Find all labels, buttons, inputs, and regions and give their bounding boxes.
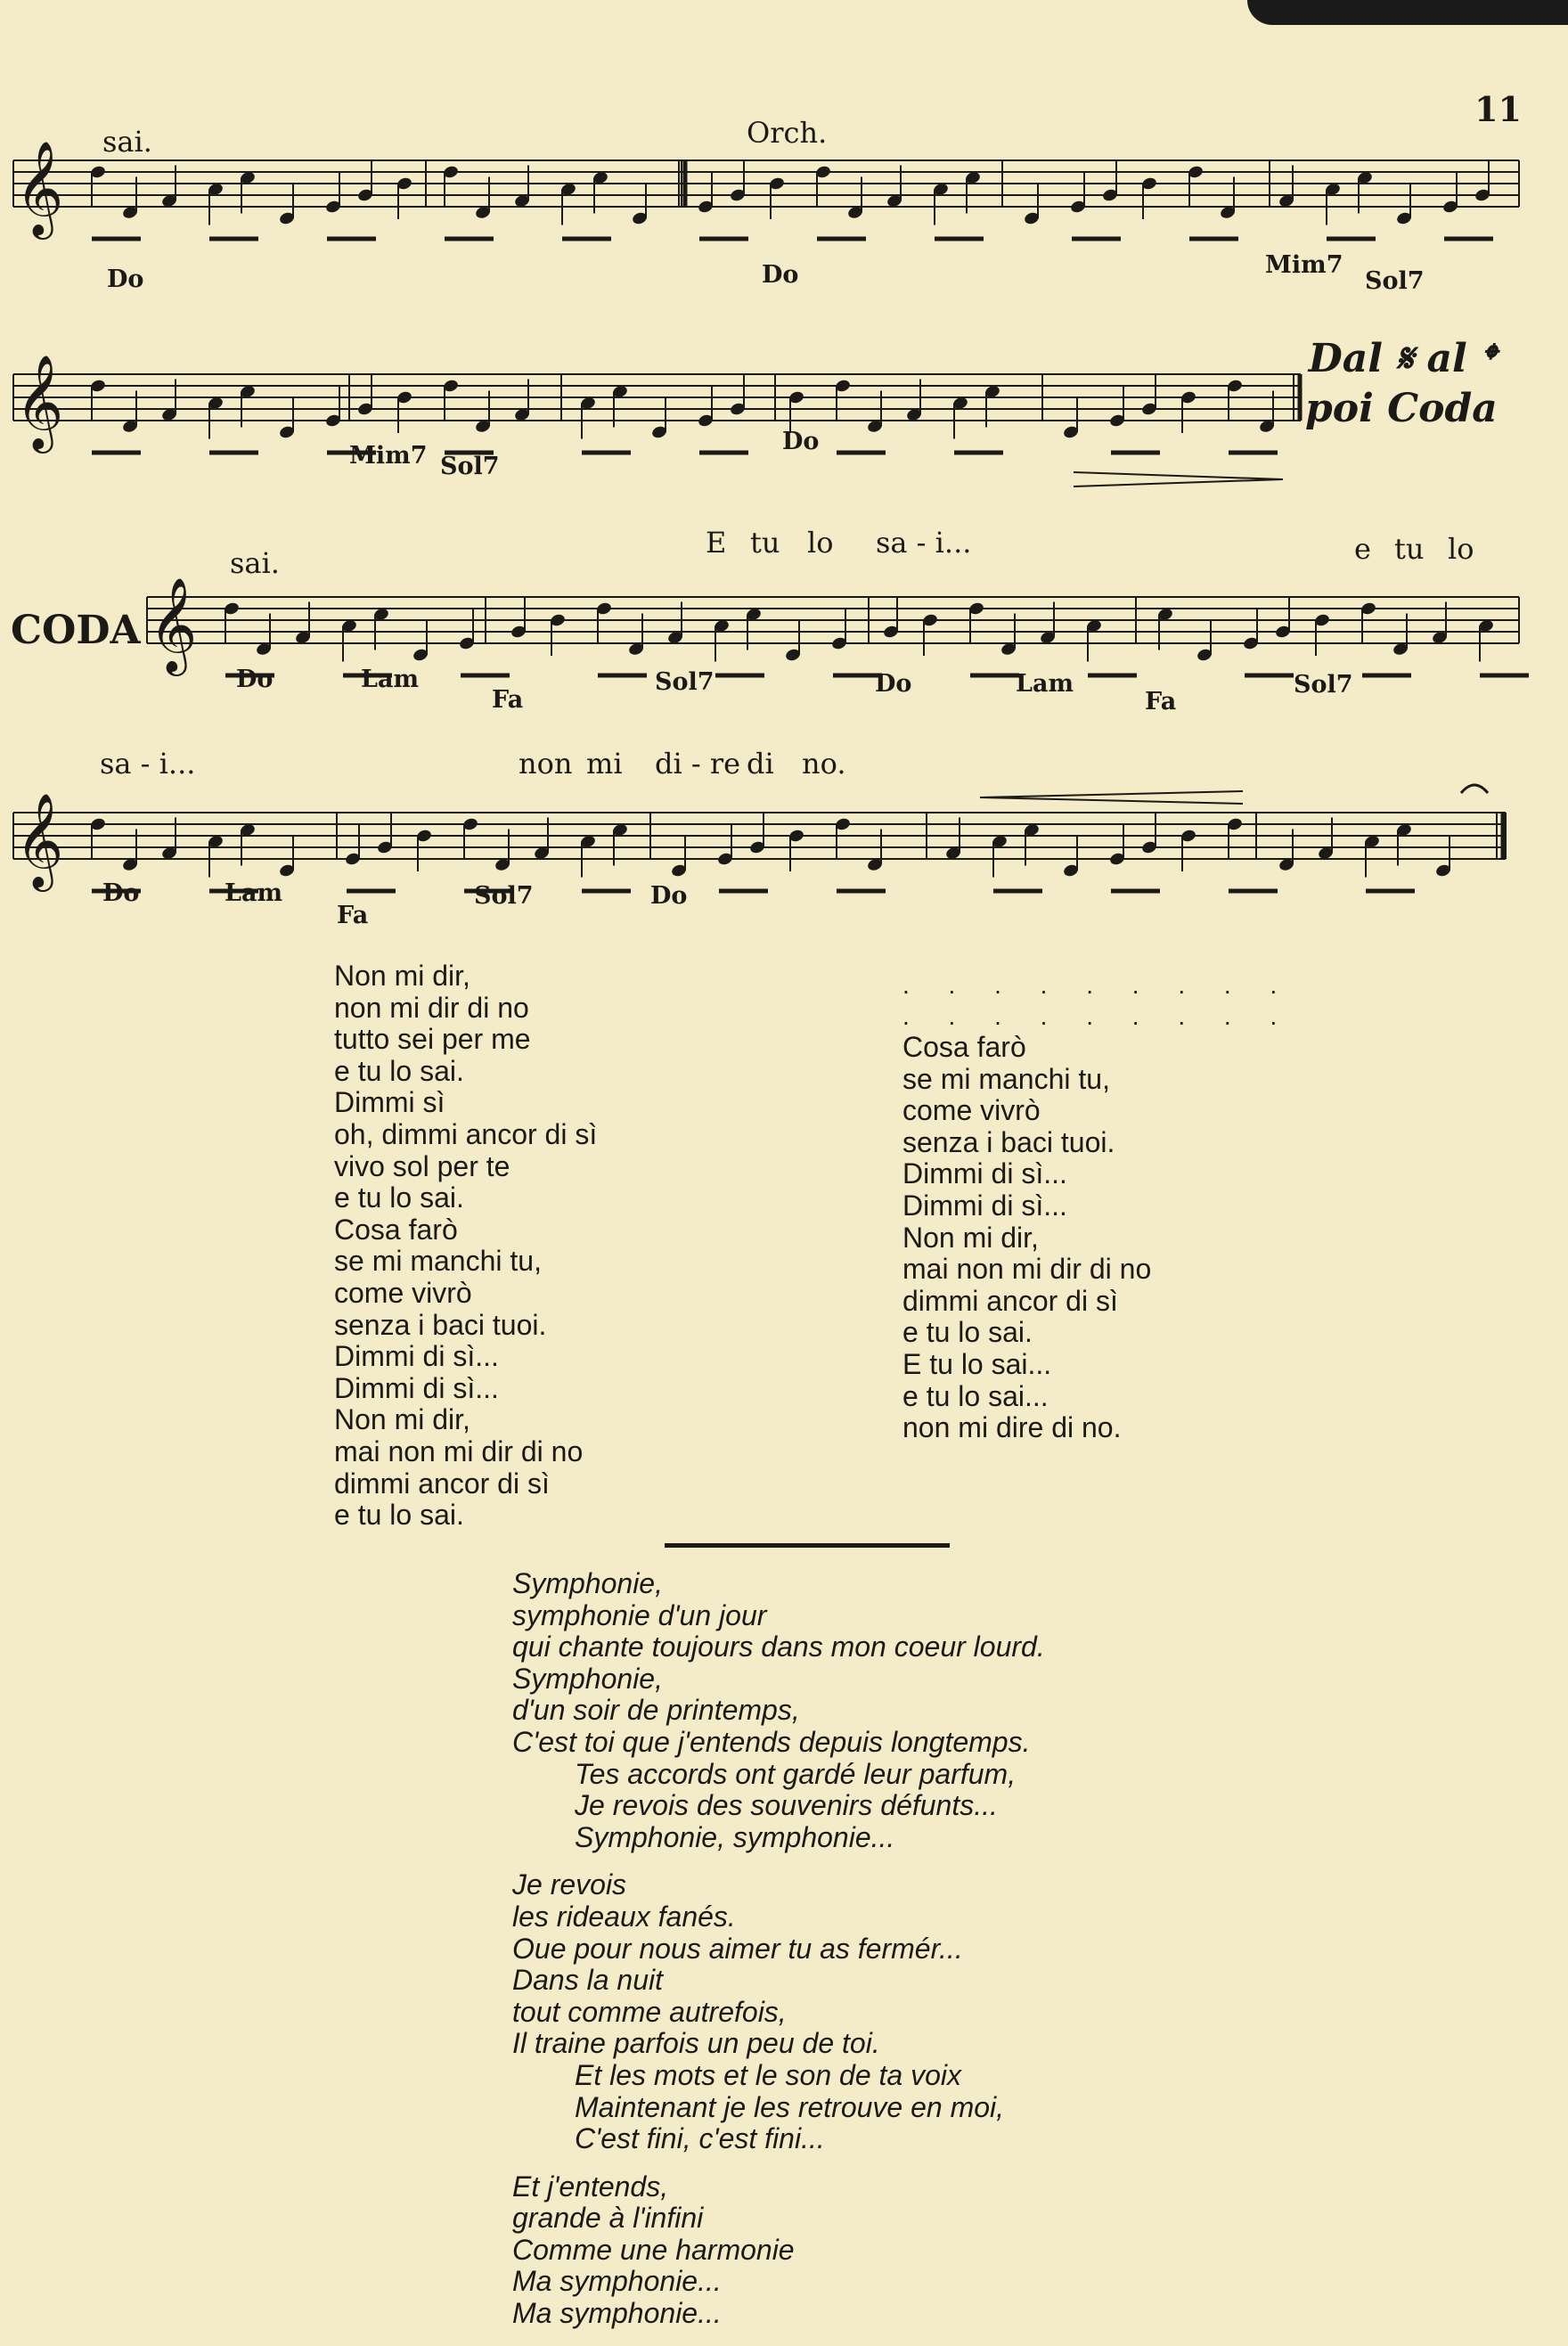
lyric-line: qui chante toujours dans mon coeur lourd. — [512, 1631, 1045, 1663]
lyric-line: . . . . . . . . . — [902, 971, 1294, 999]
lyric-line: d'un soir de printemps, — [512, 1694, 800, 1727]
lyric-line: Et j'entends, — [512, 2170, 669, 2203]
directive-line: Dal 𝄋 al 𝄌 — [1308, 336, 1495, 381]
lyric-syllable: lo — [807, 526, 834, 560]
chord-symbol: Lam — [225, 879, 283, 907]
lyric-syllable: mi — [586, 747, 623, 781]
diminuendo-hairpin — [1074, 472, 1283, 486]
lyric-syllable: E — [706, 526, 727, 560]
lyric-line: oh, dimmi ancor di sì — [334, 1117, 598, 1150]
chord-symbol: Do — [107, 266, 144, 293]
lyric-line: Ma symphonie... — [512, 2265, 722, 2298]
stanza — [512, 1568, 1045, 1853]
lyric-line: tutto sei per me — [334, 1023, 531, 1056]
chord-symbol: Sol7 — [1294, 671, 1353, 699]
chord-symbol: Do — [782, 428, 820, 455]
chord-symbol: Do — [102, 879, 140, 907]
stanza — [512, 1869, 1045, 2154]
lyric-syllable: lo — [1448, 532, 1474, 566]
lyric-line: Dimmi di sì... — [334, 1340, 499, 1373]
chord-symbol: Sol7 — [474, 882, 534, 910]
lyric-syllable: di — [747, 747, 774, 781]
lyric-line: symphonie d'un jour — [512, 1598, 767, 1631]
lyric-line: Maintenant je les retrouve en moi, — [575, 2090, 1005, 2123]
treble-clef-icon: 𝄞 — [149, 576, 198, 672]
lyric-line: dimmi ancor di sì — [334, 1467, 550, 1500]
lyric-line: Je revois des souvenirs défunts... — [575, 1789, 998, 1822]
lyric-line: les rideaux fanés. — [512, 1900, 736, 1933]
lyric-line: Je revois — [512, 1868, 627, 1901]
lyric-line: . . . . . . . . . — [902, 1002, 1294, 1030]
lyric-line: Dimmi di sì... — [902, 1157, 1067, 1190]
lyric-line: C'est fini, c'est fini... — [575, 2122, 825, 2155]
lyric-line: Il traine parfois un peu de toi. — [512, 2027, 880, 2060]
lyric-line: Dans la nuit — [512, 1964, 663, 1997]
lyric-line: senza i baci tuoi. — [902, 1125, 1115, 1158]
lyric-syllable: non — [519, 747, 573, 781]
chord-symbol: Fa — [492, 686, 524, 714]
lyric-line: Tes accords ont gardé leur parfum, — [575, 1757, 1017, 1790]
french-lyrics — [512, 1568, 1045, 2346]
lyric-line: vivo sol per te — [334, 1149, 510, 1182]
lyric-syllable: sa - i... — [876, 526, 972, 560]
lyric-syllable: no. — [802, 747, 846, 781]
lyric-line: Non mi dir, — [334, 1403, 470, 1436]
chord-symbol: Sol7 — [440, 453, 500, 480]
dal-segno-directive — [1305, 334, 1498, 434]
coda-label: CODA — [11, 608, 141, 653]
chord-symbol: Do — [875, 670, 912, 698]
lyric-syllable: sai. — [102, 125, 152, 159]
lyric-line: Symphonie, — [512, 1662, 663, 1695]
chord-symbol: Sol7 — [655, 668, 715, 696]
lyric-line: dimmi ancor di sì — [902, 1284, 1118, 1317]
lyric-line: Dimmi di sì... — [334, 1371, 499, 1404]
chord-symbol: Lam — [1016, 670, 1074, 698]
lyric-syllable: tu — [750, 526, 780, 560]
lyric-syllable: sai. — [230, 546, 280, 580]
fermata-icon — [1461, 785, 1488, 793]
lyric-syllable: tu — [1394, 532, 1425, 566]
lyric-line: Oue pour nous aimer tu as fermér... — [512, 1932, 963, 1965]
lyric-line: Dimmi di sì... — [902, 1189, 1067, 1222]
lyric-line: e tu lo sai. — [334, 1054, 464, 1087]
chord-symbol: Do — [762, 261, 799, 289]
italian-lyrics-column-1 — [334, 960, 597, 1532]
lyric-line: se mi manchi tu, — [902, 1062, 1110, 1095]
lyric-line: come vivrò — [902, 1094, 1041, 1127]
lyric-syllable: e — [1354, 532, 1371, 566]
lyric-line: C'est toi que j'entends depuis longtemps. — [512, 1725, 1031, 1758]
lyric-line: tout comme autrefois, — [512, 1995, 787, 2028]
section-divider — [665, 1543, 950, 1548]
treble-clef-icon: 𝄞 — [15, 354, 64, 449]
chord-symbol: Fa — [337, 902, 369, 929]
lyric-line: non mi dire di no. — [902, 1411, 1122, 1444]
lyric-syllable: di - re — [655, 747, 741, 781]
lyric-line: Cosa farò — [334, 1213, 458, 1246]
lyric-line: Non mi dir, — [334, 960, 470, 992]
lyric-line: Dimmi sì — [334, 1086, 445, 1119]
chord-symbol: Sol7 — [1365, 267, 1425, 295]
lyric-line: Non mi dir, — [902, 1221, 1039, 1254]
lyric-line: se mi manchi tu, — [334, 1245, 542, 1278]
lyric-line: Cosa farò — [902, 1031, 1026, 1063]
chord-symbol: Mim7 — [1265, 251, 1343, 279]
lyric-line: come vivrò — [334, 1276, 472, 1309]
orchestra-marking: Orch. — [747, 116, 828, 150]
crescendo-hairpin — [980, 791, 1243, 804]
lyric-line: e tu lo sai... — [902, 1379, 1049, 1412]
directive-line: poi Coda — [1305, 386, 1498, 431]
chord-symbol: Mim7 — [349, 442, 428, 470]
stanza — [512, 2171, 1045, 2330]
italian-lyrics-column-2 — [902, 969, 1293, 1444]
lyric-line: e tu lo sai. — [902, 1316, 1033, 1349]
chord-symbol: Fa — [1145, 688, 1177, 715]
treble-clef-icon: 𝄞 — [15, 140, 64, 235]
lyric-line: e tu lo sai. — [334, 1181, 464, 1214]
lyric-line: Symphonie, — [512, 1567, 663, 1599]
lyric-line: mai non mi dir di no — [902, 1253, 1152, 1286]
treble-clef-icon: 𝄞 — [15, 792, 64, 887]
lyric-line: E tu lo sai... — [902, 1347, 1052, 1380]
lyric-line: mai non mi dir di no — [334, 1435, 584, 1467]
lyric-line: Ma symphonie... — [512, 2297, 722, 2330]
lyric-line: Symphonie, symphonie... — [575, 1820, 895, 1853]
chord-symbol: Do — [650, 882, 688, 910]
lyric-line: Et les mots et le son de ta voix — [575, 2058, 961, 2091]
lyric-line: e tu lo sai. — [334, 1499, 464, 1532]
chord-symbol: Lam — [361, 666, 420, 693]
lyric-line: Comme une harmonie — [512, 2233, 795, 2266]
lyric-line: grande à l'infini — [512, 2202, 704, 2235]
lyric-syllable: sa - i... — [100, 747, 196, 781]
chord-symbol: Do — [236, 666, 274, 693]
lyric-line: senza i baci tuoi. — [334, 1308, 547, 1341]
lyric-line: non mi dir di no — [334, 991, 529, 1024]
page-number: 11 — [1474, 89, 1522, 129]
